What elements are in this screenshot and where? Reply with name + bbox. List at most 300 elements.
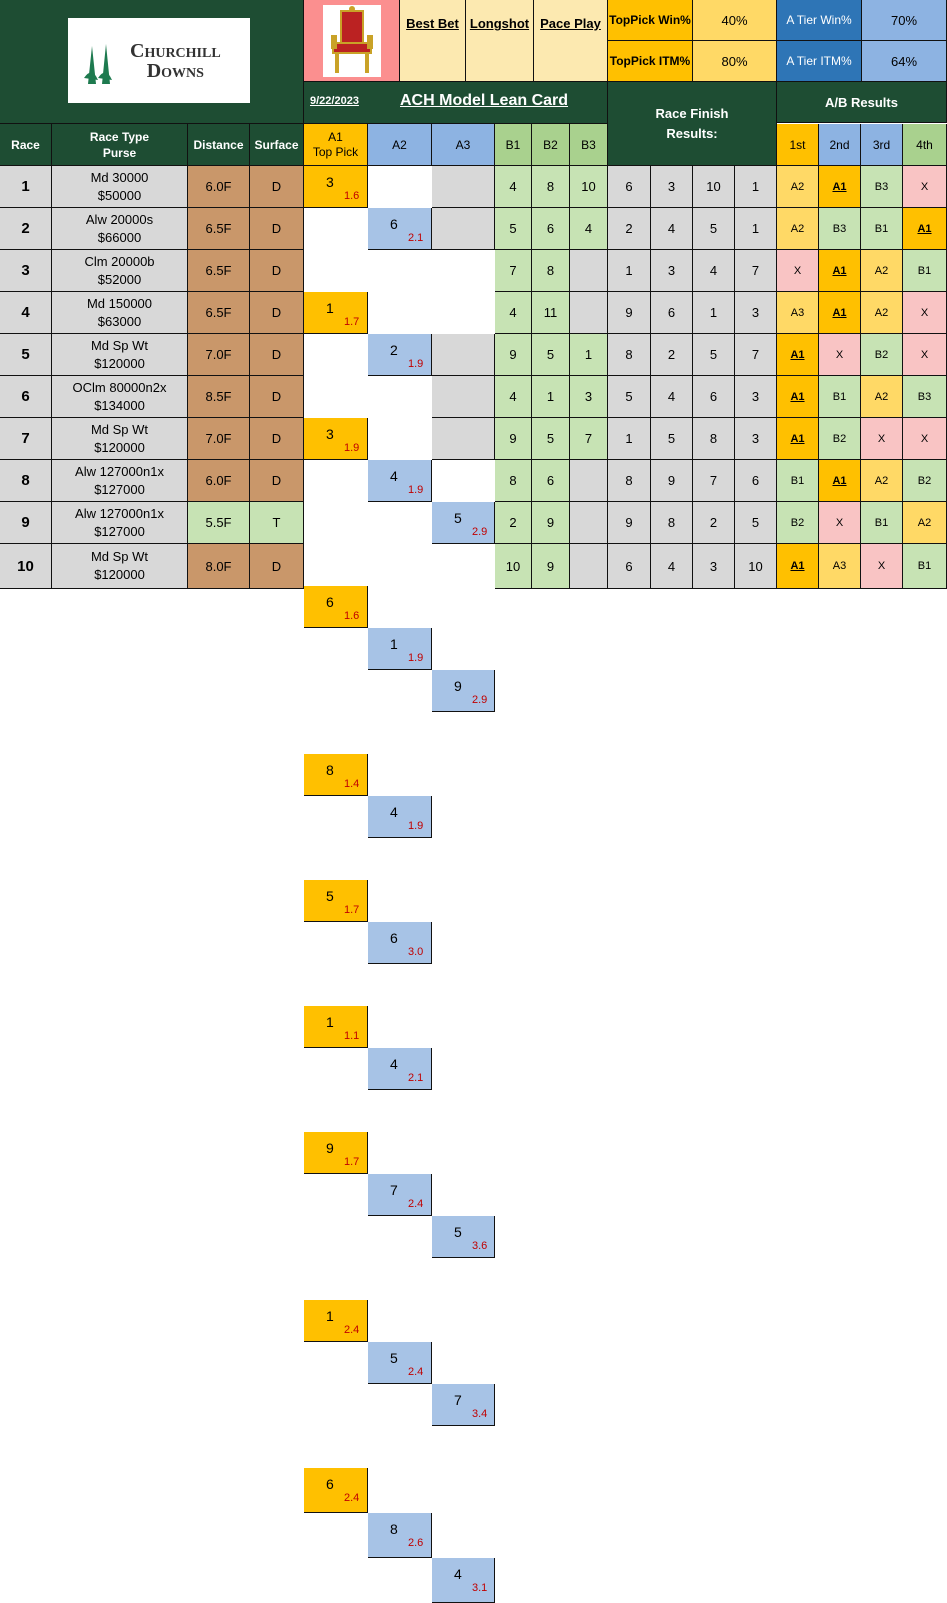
ab-result-1 [777,166,819,208]
pick-b3 [570,334,608,376]
race-number-text: 6 [21,388,30,405]
surface-text: D [271,221,282,236]
pick-b3 [570,250,608,292]
pick-a1-odds: 1.6 [344,190,360,202]
race-number [0,460,52,502]
ab-result-3-text: A2 [874,390,889,403]
best-bet-button[interactable] [400,0,466,82]
ab-result-2-text: A3 [832,560,847,572]
pick-b2-value: 6 [546,221,555,236]
logo-panel [0,0,304,124]
pick-b1 [495,250,532,292]
race-purse-text: $50000 [97,187,142,203]
finish-pos-1 [608,292,651,334]
header-b1: B1 [495,124,532,166]
finish-pos-2-text: 4 [667,558,676,574]
ab-results-header: A/B Results [777,82,947,123]
pick-b1-value: 7 [509,263,517,278]
race-number [0,166,52,208]
ab-result-3-text: A2 [874,264,889,277]
distance-cell [188,292,250,334]
finish-pos-2 [651,502,693,544]
pick-b1 [495,166,532,208]
pick-a1 [304,586,368,628]
race-number-text: 10 [17,557,34,575]
finish-pos-3-text: 5 [709,347,718,362]
pick-a3-value: 5 [454,1224,462,1240]
ab-result-1 [777,292,819,334]
pick-a2-value: 4 [390,468,398,484]
pick-b2 [532,166,570,208]
ab-result-1 [777,334,819,376]
finish-pos-3 [693,376,735,418]
race-number [0,208,52,250]
header-1st: 1st [777,124,819,166]
pick-a3-value: 4 [454,1566,462,1582]
pick-a2-odds: 1.9 [408,358,424,370]
ab-result-4 [903,208,947,250]
pick-a1-value: 1 [326,1308,334,1324]
ab-result-3-text: B3 [874,180,889,193]
pick-a1-value: 6 [326,1476,334,1492]
ab-result-4 [903,250,947,292]
distance-cell [188,460,250,502]
pick-b1 [495,418,532,460]
pick-a3 [432,166,495,208]
pick-b3-value: 1 [584,347,593,362]
pick-a1-odds: 1.7 [344,904,360,916]
finish-pos-4-text: 3 [751,431,760,446]
finish-results-header: Race Finish Results: [608,82,777,166]
toppick-win-value: 40% [693,0,777,41]
pick-a1-odds: 2.4 [344,1324,360,1336]
finish-pos-2-text: 3 [667,179,676,194]
pick-a3-odds: 2.9 [472,694,488,706]
pick-b1 [495,292,532,334]
finish-pos-4 [735,208,777,250]
surface-text: D [271,389,282,404]
ab-result-1-text: A1 [790,432,805,445]
finish-pos-4 [735,376,777,418]
pick-b2-value: 6 [546,473,555,488]
finish-pos-4-text: 7 [751,263,760,278]
distance-text: 7.0F [205,431,232,446]
ab-result-4-text: B1 [917,264,932,277]
header-4th: 4th [903,124,947,166]
ab-result-1-text: B1 [790,474,805,487]
ab-result-2-text: A1 [832,474,847,487]
pick-a2-odds: 2.6 [408,1537,424,1549]
race-number-text: 8 [21,472,30,489]
finish-pos-2 [651,208,693,250]
ab-result-1-text: A2 [790,222,805,235]
finish-pos-1-text: 9 [625,305,633,320]
ab-result-4 [903,418,947,460]
race-type-cell [52,502,188,544]
pick-b1-value: 9 [509,431,517,446]
finish-pos-2 [651,418,693,460]
pick-a1-value: 6 [326,594,334,610]
race-purse-text: $63000 [97,313,142,329]
pace-play-button[interactable] [534,0,608,82]
finish-pos-3 [693,502,735,544]
race-purse-text: $120000 [94,439,145,455]
race-type-cell [52,250,188,292]
ab-result-3-text: X [877,560,886,572]
finish-pos-1-text: 8 [625,473,633,488]
pick-a3-odds: 3.1 [472,1582,488,1594]
race-type-cell [52,208,188,250]
ab-result-1 [777,502,819,544]
surface-cell [250,166,304,208]
card-title: ACH Model Lean Card [400,92,569,109]
pick-a2-value: 2 [390,342,398,358]
pick-a2-value: 4 [390,804,398,820]
surface-cell [250,376,304,418]
finish-pos-1 [608,208,651,250]
pick-b1-value: 4 [509,305,517,320]
atier-win-value: 70% [862,0,947,41]
finish-pos-4 [735,502,777,544]
ab-result-1 [777,250,819,292]
header-race: Race [0,124,52,166]
pick-a2-odds: 2.1 [408,232,424,244]
pick-a2-value: 7 [390,1182,398,1198]
pick-b1 [495,208,532,250]
pick-b2 [532,250,570,292]
pick-a3-odds: 2.9 [472,526,488,538]
surface-cell [250,292,304,334]
race-purse-text: $127000 [94,523,145,539]
pace-play-label: Pace Play [540,16,601,31]
finish-pos-2 [651,166,693,208]
finish-pos-2 [651,334,693,376]
pick-a1-value: 3 [326,426,334,442]
ab-result-1-text: A1 [790,348,805,361]
race-number [0,292,52,334]
distance-text: 6.5F [205,305,232,320]
surface-cell [250,460,304,502]
pick-a1 [304,1006,368,1048]
pick-a3 [432,418,495,460]
ab-result-4-text: B3 [917,390,932,403]
finish-pos-2 [651,460,693,502]
finish-pos-3 [693,334,735,376]
pick-a1-odds: 1.6 [344,610,360,622]
race-type-cell [52,376,188,418]
finish-pos-2-text: 3 [667,263,676,278]
race-type-text: Alw 127000n1x [75,505,164,521]
finish-pos-4 [735,334,777,376]
ab-result-1 [777,208,819,250]
pick-a2-value: 5 [390,1350,398,1366]
race-number [0,250,52,292]
header-a1 [304,124,368,166]
pick-a1 [304,1300,368,1342]
header-3rd: 3rd [861,124,903,166]
pick-a2-value: 6 [390,216,398,232]
pick-a2-odds: 2.4 [408,1198,424,1210]
pick-a1-odds: 1.9 [344,442,360,454]
pick-a2 [368,922,432,964]
finish-pos-3 [693,544,735,589]
distance-cell [188,166,250,208]
pick-b3-value: 10 [581,179,596,194]
ab-result-4-text: X [920,180,929,193]
header-a1-line2: Top Pick [312,144,359,159]
surface-text: D [271,558,282,574]
pick-a1-odds: 1.7 [344,316,360,328]
ab-result-4 [903,334,947,376]
ab-result-4-text: X [920,432,929,445]
pick-b1-value: 2 [509,515,517,530]
race-type-text: Md 30000 [90,169,149,185]
header-race-type [52,124,188,166]
header-a3: A3 [432,124,495,166]
finish-pos-1-text: 1 [625,263,633,278]
pick-a1-value: 3 [326,174,334,190]
ab-result-2 [819,166,861,208]
ab-result-4-text: A1 [917,222,932,235]
finish-pos-2-text: 6 [667,305,676,320]
race-purse-text: $120000 [94,355,145,371]
pick-a3-value: 7 [454,1392,462,1408]
header-a2: A2 [368,124,432,166]
finish-pos-2-text: 4 [667,221,676,236]
ab-result-4-text: X [920,306,929,319]
race-purse-text: $52000 [97,271,142,287]
ab-result-2 [819,544,861,589]
pick-b3-value: 3 [584,389,593,404]
ab-result-1-text: A1 [790,560,805,572]
pick-a1-value: 1 [326,300,334,316]
pick-a2-value: 1 [390,636,398,652]
toppick-itm-label: TopPick ITM% [608,41,693,82]
ab-result-1 [777,376,819,418]
finish-pos-3-text: 1 [709,305,718,320]
race-type-text: Clm 20000b [84,253,155,269]
pick-a1-value: 8 [326,762,334,778]
race-type-text: Md Sp Wt [90,337,149,353]
race-number-text: 3 [21,262,30,279]
ab-result-1-text: B2 [790,516,805,529]
pick-b1 [495,334,532,376]
finish-pos-1-text: 6 [625,558,633,574]
pick-b1-value: 4 [509,179,517,194]
race-number [0,544,52,589]
race-number-text: 9 [21,514,30,531]
finish-pos-1 [608,418,651,460]
finish-pos-3 [693,460,735,502]
ab-result-2-text: X [835,348,844,361]
race-type-text: Md Sp Wt [90,421,149,437]
atier-itm-label: A Tier ITM% [777,41,862,82]
pick-a1-odds: 1.4 [344,778,360,790]
finish-pos-1-text: 1 [625,431,633,446]
finish-pos-3 [693,250,735,292]
finish-pos-3 [693,208,735,250]
race-type-cell [52,292,188,334]
ab-result-3 [861,376,903,418]
pick-b1 [495,544,532,589]
pick-b2 [532,460,570,502]
pick-a2-odds: 1.9 [408,484,424,496]
race-purse-text: $120000 [94,567,145,582]
pick-a3 [432,376,495,418]
ab-result-3 [861,544,903,589]
pick-a2 [368,1174,432,1216]
finish-pos-4-text: 3 [751,389,760,404]
pick-a1 [304,754,368,796]
ab-result-3 [861,418,903,460]
pick-b1 [495,502,532,544]
finish-pos-1-text: 2 [625,221,633,236]
race-type-text: OClm 80000n2x [72,379,167,395]
pick-a2 [368,1513,432,1558]
header-a1-line1: A1 [328,129,343,144]
finish-pos-1 [608,460,651,502]
ab-result-1-text: A3 [790,306,805,319]
ab-result-1 [777,544,819,589]
ab-result-2 [819,208,861,250]
ab-result-2 [819,250,861,292]
ab-result-4 [903,376,947,418]
finish-pos-3-text: 4 [709,263,718,278]
pick-b2 [532,418,570,460]
finish-pos-4 [735,166,777,208]
surface-cell [250,208,304,250]
pick-b3-value: 7 [584,431,593,446]
ab-result-1-text: X [793,264,802,277]
pick-a2-odds: 1.9 [408,820,424,832]
race-type-cell [52,460,188,502]
finish-pos-4 [735,292,777,334]
pick-b3 [570,502,608,544]
finish-pos-4-text: 10 [748,558,763,574]
surface-text: T [272,515,281,530]
ab-result-3-text: B2 [874,348,889,361]
throne-icon [323,5,381,77]
pick-b3-value: 4 [584,221,593,236]
pick-a2-odds: 1.9 [408,652,424,664]
ab-result-4-text: A2 [917,516,932,529]
pick-b1 [495,376,532,418]
race-type-text: Md Sp Wt [90,549,149,564]
pick-a3-odds: 3.4 [472,1408,488,1420]
pick-a1 [304,1468,368,1513]
ab-result-2 [819,418,861,460]
best-bet-label: Best Bet [406,16,459,31]
pick-a1-value: 5 [326,888,334,904]
ab-result-4 [903,502,947,544]
ab-result-4-text: X [920,348,929,361]
race-type-text: Alw 127000n1x [75,463,164,479]
ab-result-1 [777,460,819,502]
pick-a1-odds: 1.1 [344,1030,360,1042]
ab-result-3 [861,208,903,250]
ab-result-2 [819,460,861,502]
race-type-cell [52,334,188,376]
finish-pos-3 [693,292,735,334]
finish-pos-1-text: 6 [625,179,633,194]
distance-text: 7.0F [205,347,232,362]
pick-b2 [532,544,570,589]
surface-text: D [271,305,282,320]
pick-a1-odds: 1.7 [344,1156,360,1168]
logo-line-1: Churchill [130,39,221,62]
ab-result-2 [819,502,861,544]
distance-cell [188,208,250,250]
pick-a2 [368,460,432,502]
finish-pos-1 [608,376,651,418]
pick-a2 [368,334,432,376]
finish-pos-4-text: 1 [751,221,760,236]
surface-cell [250,334,304,376]
ab-result-2-text: B3 [832,222,847,235]
finish-pos-1 [608,166,651,208]
distance-text: 8.0F [205,558,232,574]
throne-image [304,0,400,82]
pick-a3-value: 9 [454,678,462,694]
pick-b2 [532,376,570,418]
race-number-text: 5 [21,346,30,363]
longshot-button[interactable] [466,0,534,82]
race-number [0,418,52,460]
pick-a3 [432,1216,495,1258]
longshot-label: Longshot [469,16,530,31]
finish-pos-2-text: 9 [667,473,676,488]
ab-result-2-text: B2 [832,432,847,445]
pick-b3 [570,292,608,334]
pick-a1 [304,880,368,922]
race-type-cell [52,418,188,460]
finish-pos-3-text: 5 [709,221,718,236]
pick-a2-odds: 3.0 [408,946,424,958]
ab-result-3 [861,292,903,334]
finish-pos-1-text: 8 [625,347,633,362]
ab-result-3-text: X [877,432,886,445]
distance-cell [188,334,250,376]
finish-pos-3-text: 8 [709,431,718,446]
distance-text: 6.5F [205,263,232,278]
distance-cell [188,250,250,292]
race-purse-text: $127000 [94,481,145,497]
distance-cell [188,376,250,418]
finish-pos-4 [735,544,777,589]
pick-b2-value: 9 [546,515,555,530]
race-number-text: 4 [21,304,30,321]
race-type-cell [52,544,188,589]
pick-a1 [304,418,368,460]
finish-pos-2-text: 5 [667,431,676,446]
pick-b3 [570,166,608,208]
pick-a1 [304,1132,368,1174]
pick-a1-value: 1 [326,1014,334,1030]
pick-a2-odds: 2.4 [408,1366,424,1378]
ab-result-2-text: X [835,516,844,529]
finish-pos-2 [651,544,693,589]
surface-cell [250,544,304,589]
ab-result-3-text: A2 [874,474,889,487]
ab-result-3-text: B1 [874,516,889,529]
ab-result-3 [861,502,903,544]
race-type-cell [52,166,188,208]
distance-text: 5.5F [205,515,232,530]
header-b3: B3 [570,124,608,166]
pick-a2-value: 4 [390,1056,398,1072]
race-number [0,334,52,376]
distance-text: 6.0F [205,473,232,488]
